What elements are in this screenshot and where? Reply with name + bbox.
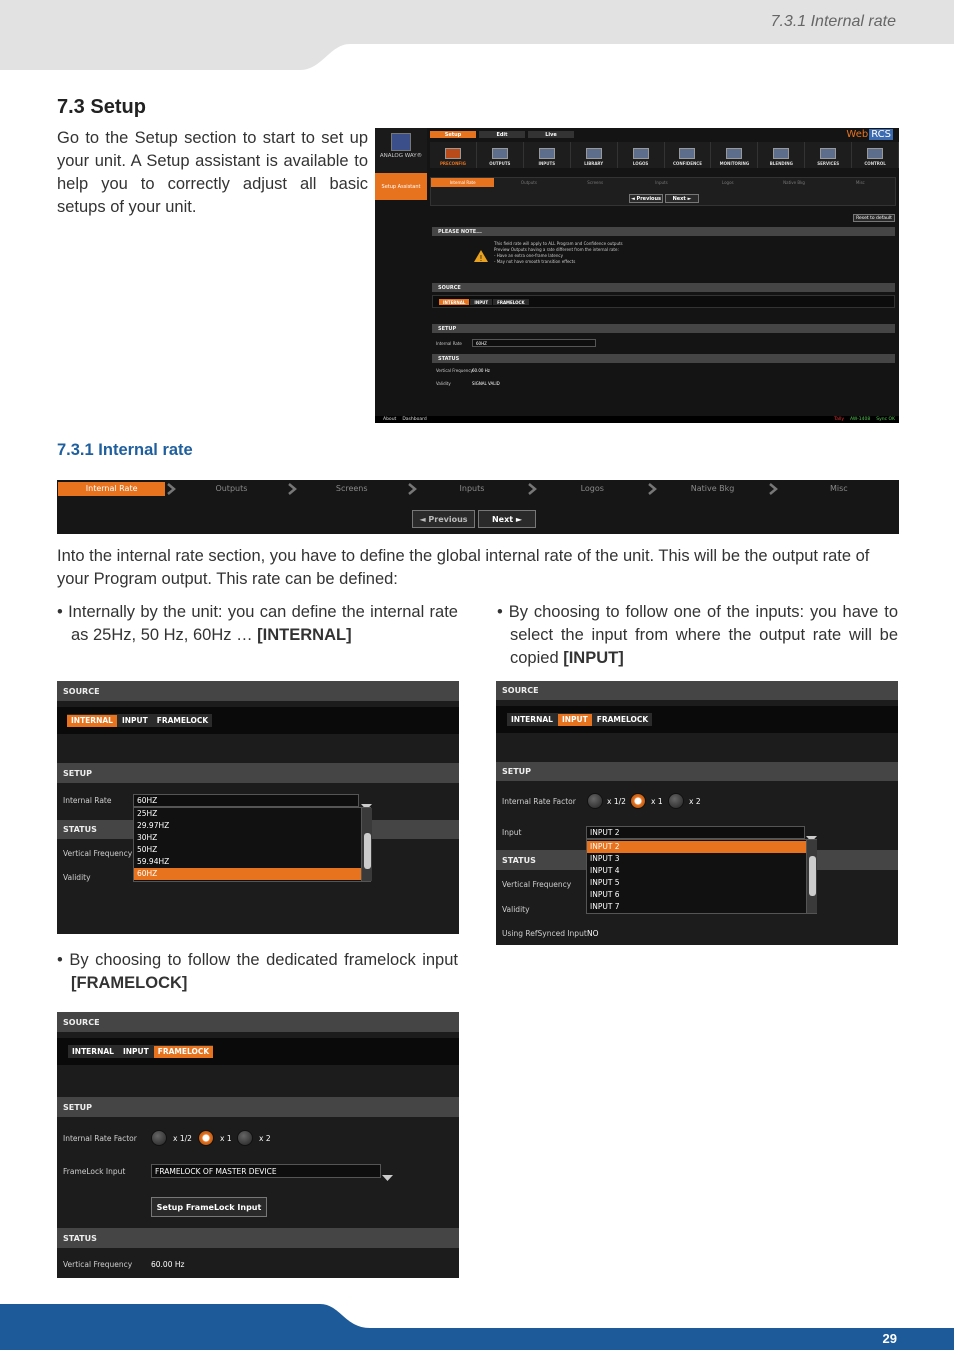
chevron-down-icon[interactable] (806, 828, 817, 836)
stepbar-screenshot (57, 480, 899, 534)
factor-half-label: x 1/2 (607, 797, 626, 806)
internal-rate-label: Internal Rate (63, 796, 112, 805)
main-menu (430, 142, 899, 168)
menu-item-control[interactable] (852, 142, 899, 168)
input-option[interactable]: INPUT 4 (590, 866, 620, 875)
note-line: Preview Outputs having a rate different from the internal rate: (494, 247, 619, 252)
menu-item-confidence[interactable] (665, 142, 712, 168)
mini-prev-button[interactable]: ◄ Previous (630, 195, 662, 202)
tab-framelock[interactable]: FRAMELOCK (153, 715, 213, 727)
refsync-label: Using RefSynced Input (502, 929, 587, 938)
input-option[interactable]: INPUT 5 (590, 878, 620, 887)
mini-setup-bar: SETUP (432, 324, 895, 333)
chevron-down-icon[interactable] (382, 1167, 393, 1175)
menu-label: CONFIDENCE (672, 161, 702, 166)
tab-framelock[interactable]: FRAMELOCK (154, 1046, 214, 1058)
setup-bar: SETUP (57, 1097, 459, 1117)
menu-icon (586, 148, 602, 159)
setup-bar: SETUP (57, 763, 459, 783)
tab-input[interactable]: INPUT (558, 714, 592, 726)
mini-status-bar: STATUS (432, 354, 895, 363)
intro-paragraph: Go to the Setup section to start to set up your unit. A Setup assistant is available to help you to correctly adjust all basic setups of your unit. (57, 129, 368, 216)
source-bar: SOURCE (496, 681, 898, 700)
menu-icon (867, 148, 883, 159)
mini-next-button[interactable]: Next ► (665, 194, 699, 203)
dashboard-link[interactable]: Dashboard (402, 417, 427, 422)
mode-setup[interactable]: Setup (430, 131, 476, 138)
input-option[interactable]: INPUT 2 (587, 841, 807, 853)
setup-framelock-input-button[interactable]: Setup FrameLock Input (151, 1197, 267, 1217)
mini-step-2[interactable]: Screens (587, 180, 604, 185)
input-dropdown[interactable]: INPUT 2 (586, 826, 805, 839)
subsection-heading: 7.3.1 Internal rate (57, 441, 193, 459)
menu-label: MONITORING (719, 161, 750, 166)
rate-option[interactable]: 25HZ (137, 809, 158, 818)
tab-framelock[interactable]: FRAMELOCK (593, 714, 653, 726)
input-option[interactable]: INPUT 6 (590, 890, 620, 899)
webrcs-brand: Web RCS (846, 129, 891, 140)
bullet-input: • By choosing to follow one of the inputs: you have to select the input from where the output rate will be copied [INPUT] (497, 603, 899, 667)
menu-label: LIBRARY (584, 161, 604, 166)
step-screens[interactable] (298, 482, 418, 496)
bullet-internal: • Internally by the unit: you can define the internal rate as 25Hz, 50 Hz, 60Hz … [INTERNAL] (57, 603, 458, 644)
status-bar: STATUS (57, 820, 459, 839)
menu-item-blending[interactable] (758, 142, 805, 168)
svg-text:!: ! (479, 254, 483, 262)
menu-label: CONTROL (864, 161, 886, 166)
mini-tab-input[interactable]: INPUT (470, 299, 492, 305)
stepbar (57, 482, 899, 496)
rate-option[interactable]: 29.97HZ (137, 821, 170, 830)
rate-option[interactable]: 59.94HZ (137, 857, 170, 866)
mode-live[interactable]: Live (528, 131, 574, 138)
reset-default-button[interactable]: Reset to default (853, 214, 895, 222)
factor-two-radio[interactable] (237, 1130, 253, 1146)
mini-rate-dropdown[interactable]: 60HZ (472, 339, 596, 347)
mode-edit[interactable]: Edit (479, 131, 525, 138)
menu-icon (726, 148, 742, 159)
rate-option[interactable]: 30HZ (137, 833, 158, 842)
menu-item-inputs[interactable] (524, 142, 571, 168)
internal-source-screenshot (57, 681, 459, 934)
menu-icon (679, 148, 695, 159)
warning-icon (474, 247, 488, 262)
note-text (494, 241, 623, 265)
validity-label: Validity (502, 905, 530, 914)
factor-one-radio[interactable] (630, 793, 646, 809)
step-label: Logos (580, 484, 604, 493)
vfreq-label: Vertical Frequency (63, 849, 133, 858)
framelock-input-label: FrameLock Input (63, 1167, 126, 1176)
input-option[interactable]: INPUT 7 (590, 902, 620, 911)
menu-label: SERVICES (817, 161, 840, 166)
previous-button[interactable]: ◄ Previous (412, 510, 475, 528)
factor-half-radio[interactable] (587, 793, 603, 809)
section-heading: 7.3 Setup (57, 96, 146, 118)
mini-step-0[interactable]: Internal Rate (431, 178, 494, 187)
device-indicator: AW-1408 (850, 417, 871, 422)
chevron-down-icon[interactable] (361, 796, 372, 804)
mini-step-3[interactable]: Inputs (655, 180, 668, 185)
note-line: - Have an extra one-frame latency (494, 253, 563, 258)
tab-internal[interactable]: INTERNAL (67, 715, 117, 727)
note-bar: PLEASE NOTE... (432, 227, 895, 236)
page-number: 29 (882, 1331, 897, 1346)
logo-text: ANALOG WAY® (379, 153, 423, 159)
factor-one-radio[interactable] (198, 1130, 214, 1146)
factor-one-label: x 1 (651, 797, 663, 806)
tab-input[interactable]: INPUT (118, 715, 152, 727)
menu-icon (539, 148, 555, 159)
mini-step-1[interactable]: Outputs (520, 180, 537, 185)
step-inputs[interactable] (418, 482, 538, 496)
source-bar: SOURCE (57, 681, 459, 701)
status-bar: STATUS (57, 1228, 459, 1248)
input-source-screenshot (496, 681, 898, 945)
input-option[interactable]: INPUT 3 (590, 854, 620, 863)
vfreq-label: Vertical Frequency (502, 880, 572, 889)
validity-label: Validity (63, 873, 91, 882)
menu-icon (633, 148, 649, 159)
mini-step-5[interactable]: Native Bkg (783, 180, 805, 185)
menu-item-outputs[interactable] (477, 142, 524, 168)
menu-item-logos[interactable] (618, 142, 665, 168)
note-line: - May not have smooth transition effects (494, 259, 576, 264)
mini-vfreq-label: Vertical Frequency (436, 368, 473, 373)
page-header-band (0, 0, 954, 70)
mini-validity-label: Validity (436, 381, 451, 386)
tab-input[interactable]: INPUT (119, 1046, 153, 1058)
menu-icon (773, 148, 789, 159)
step-label: Screens (335, 484, 368, 493)
rate-options-list[interactable] (133, 807, 371, 882)
step-label: Internal Rate (58, 482, 165, 496)
menu-icon (820, 148, 836, 159)
internal-rate-dropdown[interactable]: 60HZ (133, 794, 359, 807)
menu-label: LOGOS (632, 161, 649, 166)
step-label: Native Bkg (690, 484, 735, 493)
step-internal-rate[interactable] (57, 482, 177, 496)
scrollbar[interactable] (361, 808, 372, 881)
factor-half-radio[interactable] (151, 1130, 167, 1146)
refsync-value: NO (587, 929, 599, 938)
menu-label: BLENDING (769, 161, 793, 166)
step-misc[interactable] (779, 482, 899, 496)
step-logos[interactable] (538, 482, 658, 496)
webrcs-logo (375, 128, 427, 173)
sync-indicator: Sync OK (876, 417, 895, 422)
menu-label: INPUTS (538, 161, 556, 166)
about-link[interactable]: About (383, 417, 397, 422)
tab-internal[interactable]: INTERNAL (68, 1046, 118, 1058)
menu-label: PRECONFIG (439, 161, 466, 166)
chevron-right-icon (526, 482, 538, 496)
framelock-source-screenshot (57, 1012, 459, 1278)
chevron-right-icon (767, 482, 779, 496)
scrollbar[interactable] (806, 840, 817, 913)
factor-two-radio[interactable] (668, 793, 684, 809)
mini-tab-framelock[interactable]: FRAMELOCK (493, 299, 528, 305)
rate-option[interactable]: 60HZ (134, 868, 361, 880)
mini-tab-internal[interactable]: INTERNAL (439, 299, 469, 305)
menu-icon (445, 148, 461, 159)
vfreq-label: Vertical Frequency (63, 1260, 133, 1269)
tab-internal[interactable]: INTERNAL (507, 714, 557, 726)
rate-factor-label: Internal Rate Factor (502, 797, 576, 806)
webrcs-setup-screenshot (375, 128, 899, 423)
rate-factor-label: Internal Rate Factor (63, 1134, 137, 1143)
chevron-right-icon (646, 482, 658, 496)
factor-two-label: x 2 (689, 797, 701, 806)
source-bar: SOURCE (57, 1012, 459, 1032)
chevron-right-icon (406, 482, 418, 496)
step-native-bkg[interactable] (658, 482, 778, 496)
factor-two-label: x 2 (259, 1134, 271, 1143)
mini-step-4[interactable]: Logos (721, 180, 734, 185)
framelock-input-dropdown[interactable]: FRAMELOCK OF MASTER DEVICE (151, 1164, 381, 1178)
menu-item-services[interactable] (805, 142, 852, 168)
vfreq-value: 60.00 Hz (151, 1260, 185, 1269)
chevron-right-icon (286, 482, 298, 496)
menu-item-library[interactable] (571, 142, 618, 168)
mini-step-6[interactable]: Misc (855, 180, 865, 185)
tally-indicator: Tally (834, 417, 845, 422)
input-options-list[interactable] (586, 839, 817, 914)
next-button[interactable]: Next ► (478, 510, 536, 528)
factor-one-label: x 1 (220, 1134, 232, 1143)
step-label: Inputs (459, 484, 485, 493)
page-footer-band (0, 1300, 954, 1350)
menu-icon (492, 148, 508, 159)
mini-validity-value: SIGNAL VALID (472, 381, 500, 386)
factor-half-label: x 1/2 (173, 1134, 192, 1143)
side-setup-assistant[interactable]: Setup Assistant (375, 173, 427, 200)
mini-stepbar (431, 178, 895, 187)
rate-option[interactable]: 50HZ (137, 845, 158, 854)
bullet-framelock: • By choosing to follow the dedicated framelock input [FRAMELOCK] (57, 951, 458, 992)
step-label: Outputs (215, 484, 248, 493)
mini-source-bar: SOURCE (432, 283, 895, 292)
step-outputs[interactable] (177, 482, 297, 496)
mini-rate-label: Internal Rate (436, 341, 462, 346)
input-label: Input (502, 828, 522, 837)
chevron-right-icon (165, 482, 177, 496)
menu-item-preconfig[interactable] (430, 142, 477, 168)
body-paragraph: Into the internal rate section, you have to define the global internal rate of the unit. This will be the output rate of your Program output. This rate can be defined: (57, 547, 870, 588)
setup-bar: SETUP (496, 762, 898, 781)
menu-label: OUTPUTS (489, 161, 511, 166)
status-bar: STATUS (496, 850, 898, 870)
step-label: Misc (829, 484, 848, 493)
mini-vfreq-value: 60.00 Hz (472, 368, 490, 373)
header-section-title: 7.3.1 Internal rate (770, 13, 896, 30)
note-line: This field rate will apply to ALL Program and Confidence outputs (494, 241, 623, 246)
menu-item-monitoring[interactable] (711, 142, 758, 168)
